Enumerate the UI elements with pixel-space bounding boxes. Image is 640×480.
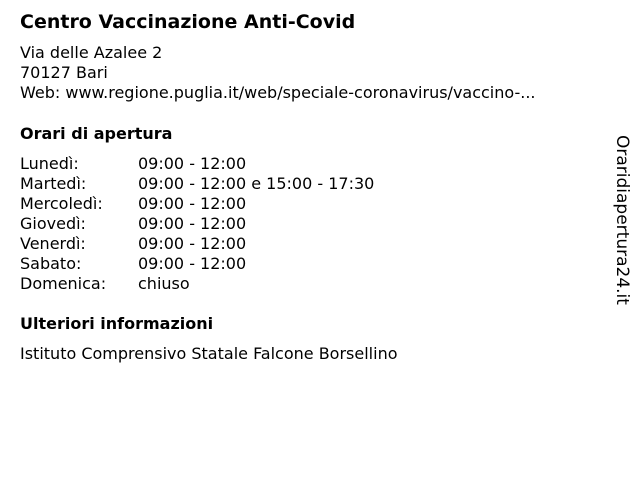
hours-row-thursday (20, 214, 374, 234)
hours-row-wednesday (20, 194, 374, 214)
day-label: Venerdì: (20, 234, 86, 253)
time-value: chiuso (138, 274, 190, 293)
page-title: Centro Vaccinazione Anti-Covid (20, 11, 356, 33)
opening-hours-heading: Orari di apertura (20, 124, 173, 143)
day-label: Giovedì: (20, 214, 86, 233)
street-address: Via delle Azalee 2 (20, 43, 163, 62)
hours-row-monday (20, 154, 374, 174)
time-value: 09:00 - 12:00 (138, 234, 247, 253)
website-link[interactable]: Web: www.regione.puglia.it/web/speciale-coronavirus/vaccino-... (20, 83, 536, 102)
time-value: 09:00 - 12:00 e 15:00 - 17:30 (138, 174, 375, 193)
day-label: Lunedì: (20, 154, 79, 173)
hours-row-saturday (20, 254, 374, 274)
opening-hours-table (20, 154, 374, 294)
day-label: Sabato: (20, 254, 82, 273)
site-watermark: Oraridiapertura24.it (612, 135, 632, 305)
time-value: 09:00 - 12:00 (138, 254, 247, 273)
day-label: Domenica: (20, 274, 107, 293)
city-postcode: 70127 Bari (20, 63, 108, 82)
hours-row-sunday (20, 274, 374, 294)
address-block (20, 43, 536, 103)
day-label: Mercoledì: (20, 194, 103, 213)
hours-row-friday (20, 234, 374, 254)
day-label: Martedì: (20, 174, 87, 193)
hours-row-tuesday (20, 174, 374, 194)
additional-info-heading: Ulteriori informazioni (20, 314, 214, 333)
time-value: 09:00 - 12:00 (138, 194, 247, 213)
time-value: 09:00 - 12:00 (138, 154, 247, 173)
additional-info-text: Istituto Comprensivo Statale Falcone Borsellino (20, 344, 398, 363)
time-value: 09:00 - 12:00 (138, 214, 247, 233)
